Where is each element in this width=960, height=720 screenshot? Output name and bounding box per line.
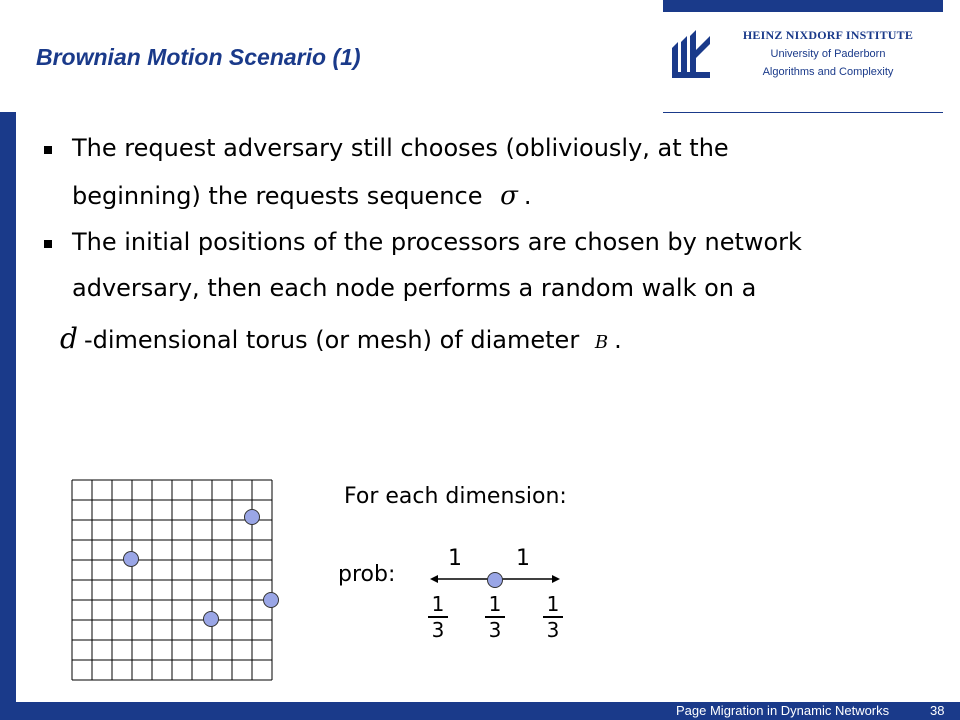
b-symbol: B bbox=[594, 332, 609, 353]
dimension-label: For each dimension: bbox=[344, 484, 567, 509]
right-arrow-head bbox=[552, 575, 560, 583]
bullet-2-period: . bbox=[614, 326, 622, 354]
left-arrow-head bbox=[430, 575, 438, 583]
processor-node bbox=[264, 593, 279, 608]
processor-node bbox=[124, 552, 139, 567]
processor-node bbox=[245, 510, 260, 525]
bullet-1-line-2-text: beginning) the requests sequence bbox=[72, 182, 483, 210]
walker-node bbox=[488, 573, 503, 588]
sigma-symbol: σ bbox=[500, 181, 518, 211]
bullet-2-line-2: adversary, then each node performs a random walk on a bbox=[72, 274, 757, 302]
step-left-label: 1 bbox=[448, 546, 462, 571]
group-name: Algorithms and Complexity bbox=[762, 66, 894, 78]
prob-right-denominator: 3 bbox=[546, 618, 560, 642]
slide-title: Brownian Motion Scenario (1) bbox=[36, 44, 361, 70]
prob-stay-fraction bbox=[485, 594, 505, 640]
bullet-2-line-1: The initial positions of the processors are chosen by network bbox=[72, 228, 802, 256]
processor-node bbox=[204, 612, 219, 627]
hni-logo-icon bbox=[670, 30, 714, 80]
bullet-2-line-3-text: -dimensional torus (or mesh) of diameter bbox=[83, 326, 580, 354]
prob-stay-numerator: 1 bbox=[488, 592, 502, 616]
bullet-1-period: . bbox=[523, 182, 532, 210]
prob-left-fraction bbox=[428, 594, 448, 640]
footer-title: Page Migration in Dynamic Networks bbox=[676, 703, 890, 718]
bullet-1-line-2 bbox=[72, 181, 532, 211]
mesh-grid-diagram bbox=[66, 474, 286, 686]
bullet-marker-1 bbox=[44, 146, 52, 154]
d-symbol: d bbox=[60, 322, 78, 355]
left-accent-bar bbox=[0, 112, 16, 720]
bullet-marker-2 bbox=[44, 240, 52, 248]
prob-right-fraction bbox=[543, 594, 563, 640]
institute-name: HEINZ NIXDORF INSTITUTE bbox=[742, 28, 914, 42]
random-walk-arrow bbox=[428, 568, 562, 592]
step-right-label: 1 bbox=[516, 546, 530, 571]
bullet-2-line-3 bbox=[60, 322, 622, 355]
university-name: University of Paderborn bbox=[770, 48, 886, 60]
bullet-1-line-1: The request adversary still chooses (obliviously, at the bbox=[72, 134, 729, 162]
prob-left-denominator: 3 bbox=[431, 618, 445, 642]
prob-label: prob: bbox=[338, 562, 396, 587]
page-number: 38 bbox=[930, 703, 945, 718]
prob-right-numerator: 1 bbox=[546, 592, 560, 616]
prob-stay-denominator: 3 bbox=[488, 618, 502, 642]
prob-left-numerator: 1 bbox=[431, 592, 445, 616]
